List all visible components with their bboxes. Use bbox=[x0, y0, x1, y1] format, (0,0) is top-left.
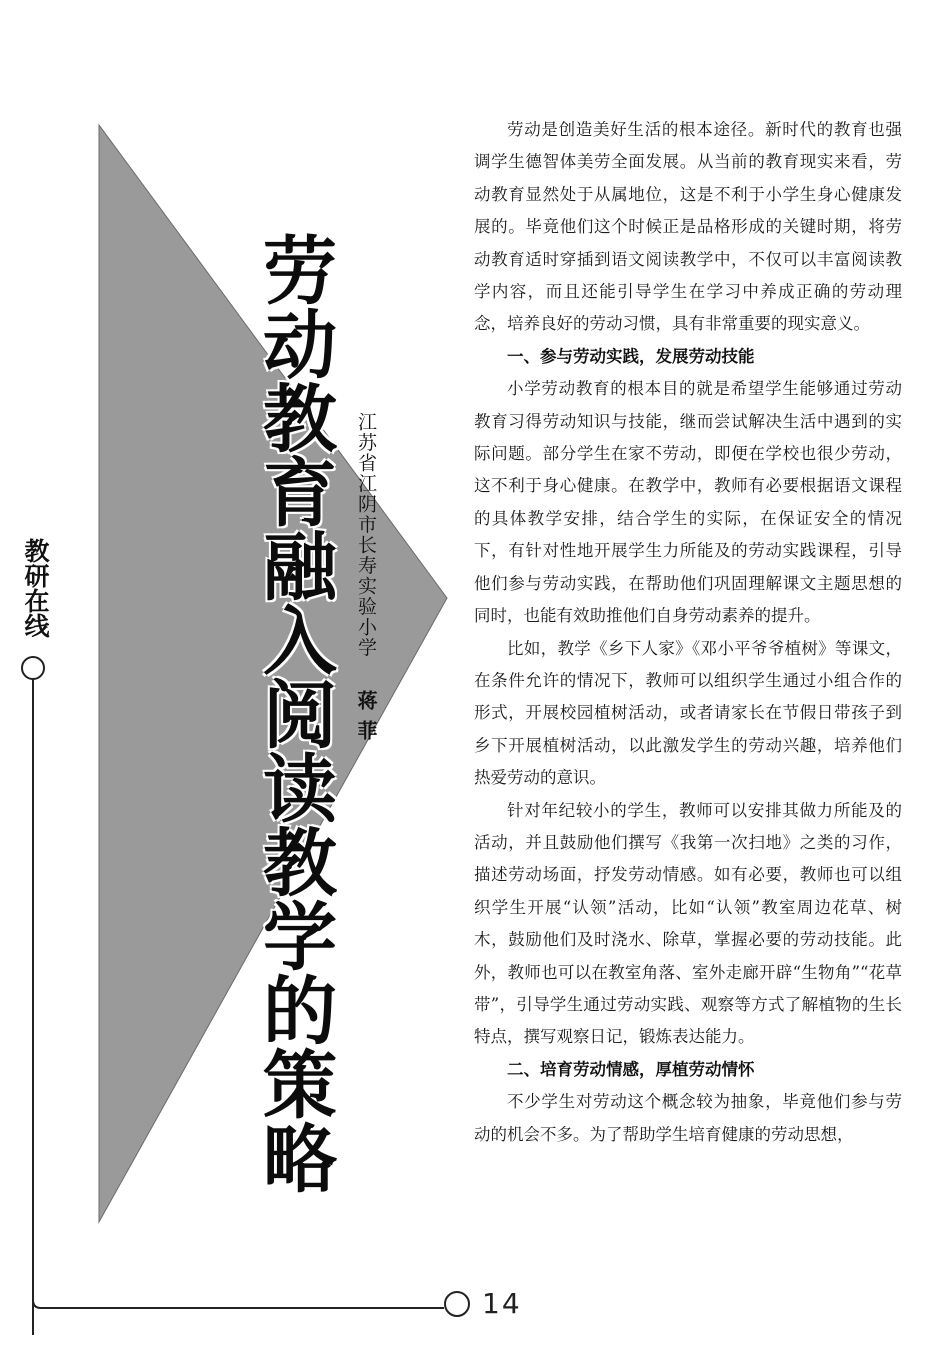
section-heading: 二、培育劳动情感，厚植劳动情怀 bbox=[507, 1059, 755, 1079]
body-paragraph: 小学劳动教育的根本目的就是希望学生能够通过劳动教育习得劳动知识与技能，继而尝试解决生活中遇到的实际问题。部分学生在家不劳动，即便在学校也很少劳动，这不利于身心健康。在教学中，教师有必要根据语文课程的具体教学安排，结合学生的实际，在保证安全的情况下，有针对性地开展学生力所能及的劳动实践课程，引导他们参与劳动实践，在帮助他们巩固理解课文主题思想的同时，也能有效助推他们自身劳动素养的提升。 bbox=[474, 379, 902, 626]
section-tag: 教研在线 bbox=[21, 538, 50, 638]
author-affiliation: 江苏省江阴市长寿实验小学 bbox=[355, 412, 377, 658]
section-heading: 一、参与劳动实践，发展劳动技能 bbox=[507, 346, 755, 366]
article-body bbox=[474, 114, 902, 1151]
body-paragraph: 针对年纪较小的学生，教师可以安排其做力所能及的活动，并且鼓励他们撰写《我第一次扫地》之类的习作，描述劳动场面，抒发劳动情感。如有必要，教师也可以组织学生开展“认领”活动，比如“认领”教室周边花草、树木，鼓励他们及时浇水、除草，掌握必要的劳动技能。此外，教师也可以在教室角落、室外走廊开辟“生物角”“花草带”，引导学生通过劳动实践、观察等方式了解植物的生长特点，撰写观察日记，锻炼表达能力。 bbox=[474, 800, 902, 1047]
body-paragraph: 不少学生对劳动这个概念较为抽象，毕竟他们参与劳动的机会不多。为了帮助学生培育健康的劳动思想， bbox=[474, 1092, 902, 1144]
author-name: 蒋菲 bbox=[354, 690, 378, 750]
article-title: 劳动教育融入阅读教学的策略 bbox=[251, 232, 337, 1194]
body-paragraph: 比如，教学《乡下人家》《邓小平爷爷植树》等课文，在条件允许的情况下，教师可以组织学生通过小组合作的形式，开展校园植树活动，或者请家长在节假日带孩子到乡下开展植树活动，以此激发学生的劳动兴趣，培养他们热爱劳动的意识。 bbox=[474, 638, 902, 788]
page-number: 14 bbox=[482, 1287, 522, 1320]
body-paragraph: 劳动是创造美好生活的根本途径。新时代的教育也强调学生德智体美劳全面发展。从当前的教育现实来看，劳动教育显然处于从属地位，这是不利于小学生身心健康发展的。毕竟他们这个时候正是品格形成的关键时期，将劳动教育适时穿插到语文阅读教学中，不仅可以丰富阅读教学内容，而且还能引导学生在学习中养成正确的劳动理念，培养良好的劳动习惯，具有非常重要的现实意义。 bbox=[474, 120, 902, 334]
